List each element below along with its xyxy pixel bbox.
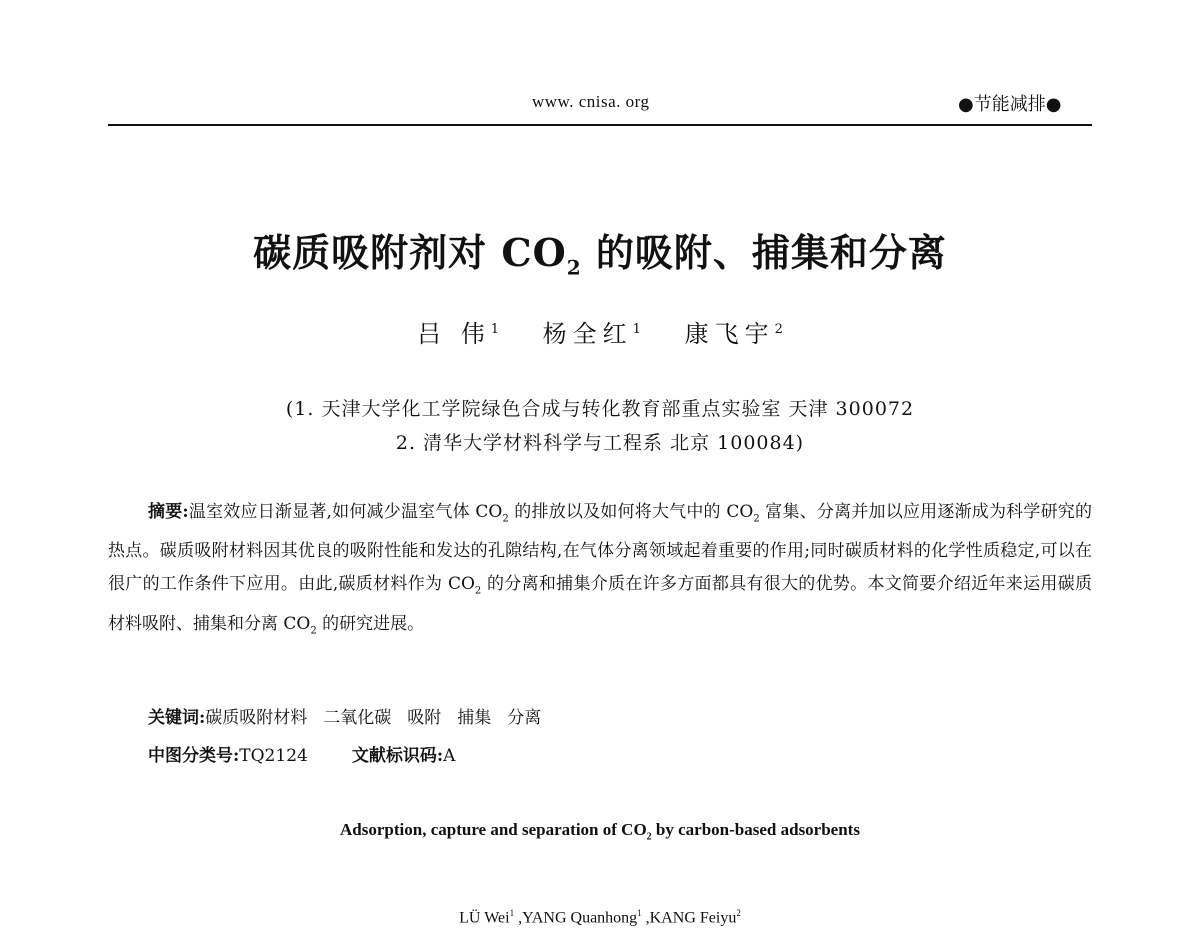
author-3: 康飞宇$^2$ (684, 320, 783, 348)
keyword: 碳质吸附材料 (205, 708, 308, 728)
keywords (148, 703, 541, 728)
author-2: 杨全红$^1$ (542, 320, 641, 348)
clc-value: TQ2124 (239, 746, 308, 766)
header-divider (108, 124, 1092, 126)
classification (148, 741, 455, 766)
section-label: ●节能减排● (958, 94, 1062, 115)
affiliation-2: 2. 清华大学材料科学与工程系 北京 100084) (395, 432, 805, 454)
abstract-label: 摘要: (148, 502, 189, 522)
english-title: Adsorption, capture and separation of $CO_2$ by carbon-based adsorbents (340, 820, 860, 843)
keywords-label: 关键词: (148, 708, 206, 728)
clc-label: 中图分类号: (148, 746, 240, 766)
keyword: 二氧化碳 (323, 708, 392, 728)
author-1: 吕 伟$^1$ (417, 320, 500, 348)
doc-code-label: 文献标识码: (351, 746, 444, 766)
keyword: 分离 (507, 708, 542, 728)
abstract: 摘要:温室效应日渐显著,如何减少温室气体 $CO_2$ 的排放以及如何将大气中的 $CO_2$ 富集、分离并加以应用逐渐成为科学研究的热点。碳质吸附材料因其优良的吸附性能和发达的孔隙结构,在气体分离领域起着重要的作用;同时碳质材料的化学性质稳定,可以在很广的工作条件下应用。由此,碳质材料作为 $CO_2$ 的分离和捕集介质在许多方面都具有很大的优势。本文简要介绍近年来运用碳质材料吸附、捕集和分离 $CO_2$ 的研究进展。 (108, 502, 1092, 637)
doc-code-value: A (443, 746, 456, 766)
keyword: 捕集 (457, 708, 492, 728)
affiliation-1: (1. 天津大学化工学院绿色合成与转化教育部重点实验室 天津 300072 (285, 398, 915, 420)
author-list (0, 314, 1200, 349)
journal-url: www. cnisa. org (532, 92, 650, 111)
english-authors: LÜ Wei$^1$ ,YANG Quanhong$^1$ ,KANG Feiyu$^2$ (459, 908, 741, 927)
paper-title: 碳质吸附剂对 $CO_2$ 的吸附、捕集和分离 (253, 230, 947, 280)
keyword: 吸附 (407, 708, 442, 728)
